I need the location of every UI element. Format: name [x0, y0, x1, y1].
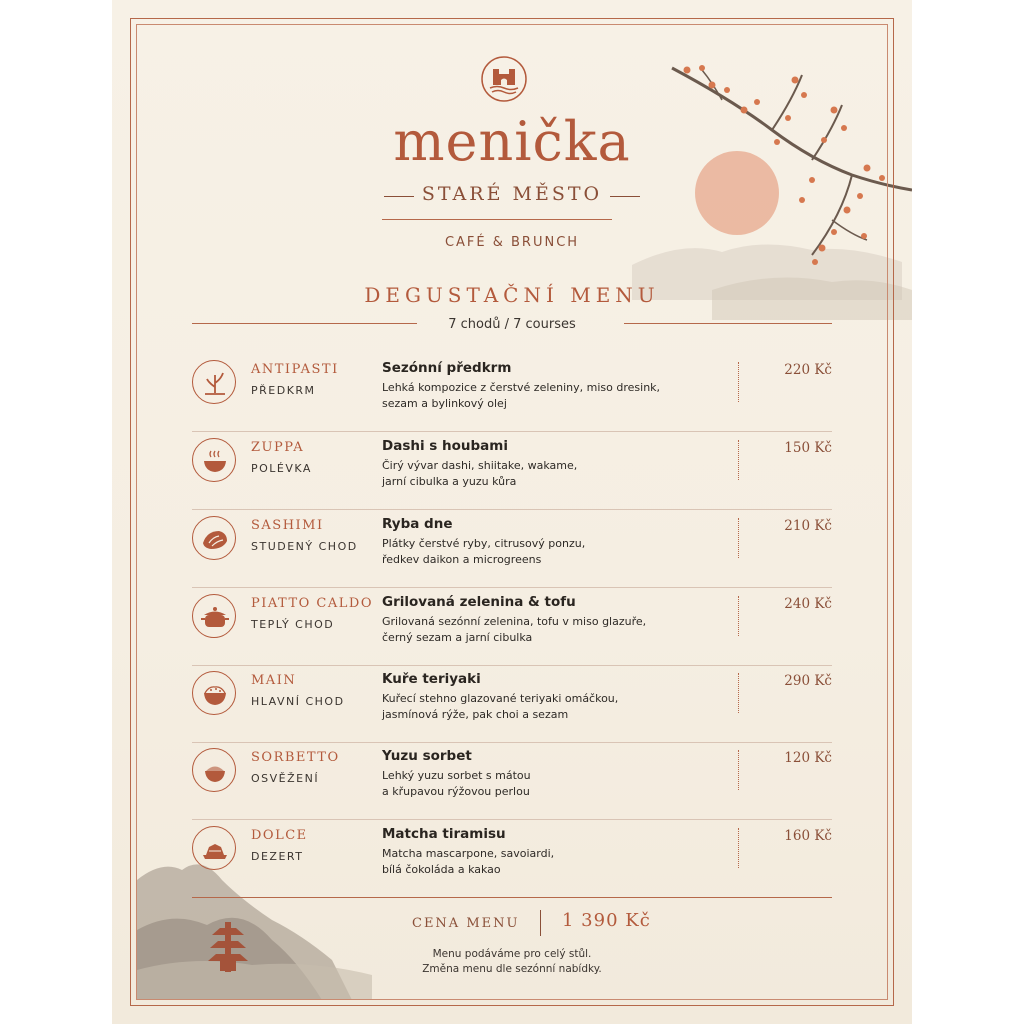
dish-name: Sezónní předkrm [382, 360, 512, 376]
cake-icon [192, 826, 236, 870]
price-divider [738, 596, 739, 636]
dish-name: Matcha tiramisu [382, 826, 506, 842]
dish-name: Dashi s houbami [382, 438, 508, 454]
row-divider [192, 587, 832, 588]
course-category-cz: STUDENÝ CHOD [251, 540, 358, 553]
pot-icon [192, 594, 236, 638]
price-divider [738, 750, 739, 790]
total-label: CENA MENU [412, 916, 520, 931]
row-divider [192, 819, 832, 820]
dish-price: 220 Kč [784, 362, 832, 378]
course-category-cz: POLÉVKA [251, 462, 312, 475]
castle-logo-icon [480, 55, 528, 103]
course-category: DOLCE [251, 828, 308, 843]
brand-name: menička [393, 110, 631, 173]
course-row [192, 356, 832, 432]
row-divider [192, 742, 832, 743]
footer-note-2: Změna menu dle sezónní nabídky. [422, 963, 602, 975]
course-category-cz: HLAVNÍ CHOD [251, 695, 345, 708]
subtitle-rule-right [624, 323, 832, 324]
dish-price: 240 Kč [784, 596, 832, 612]
sprout-icon [192, 360, 236, 404]
price-divider [738, 673, 739, 713]
dish-description: Lehký yuzu sorbet s mátou a křupavou rýžovou perlou [382, 769, 531, 798]
price-divider [738, 362, 739, 402]
brand-location: STARÉ MĚSTO [421, 183, 603, 205]
total-price: 1 390 Kč [562, 910, 651, 931]
rice-bowl-icon [192, 671, 236, 715]
course-category-cz: OSVĚŽENÍ [251, 772, 320, 785]
brand-tagline: CAFÉ & BRUNCH [444, 235, 580, 250]
dish-description: Plátky čerstvé ryby, citrusový ponzu, ředkev daikon a microgreens [382, 537, 586, 566]
total-divider [192, 897, 832, 898]
dish-price: 150 Kč [784, 440, 832, 456]
course-row [192, 434, 832, 510]
dish-name: Grilovaná zelenina & tofu [382, 594, 576, 610]
row-divider [192, 431, 832, 432]
course-row [192, 590, 832, 666]
footer-note-1: Menu podáváme pro celý stůl. [432, 948, 592, 960]
dish-description: Čirý vývar dashi, shiitake, wakame, jarní cibulka a yuzu kůra [382, 459, 578, 488]
soup-bowl-icon [192, 438, 236, 482]
course-category: ZUPPA [251, 440, 305, 455]
dish-description: Kuřecí stehno glazované teriyaki omáčkou, jasmínová rýže, pak choi a sezam [382, 692, 619, 721]
dish-name: Yuzu sorbet [382, 748, 472, 764]
location-rule-right [610, 196, 640, 197]
price-divider [738, 518, 739, 558]
price-divider [738, 828, 739, 868]
course-category-cz: TEPLÝ CHOD [251, 618, 335, 631]
course-row [192, 822, 832, 898]
dish-name: Kuře teriyaki [382, 671, 481, 687]
dish-price: 120 Kč [784, 750, 832, 766]
row-divider [192, 509, 832, 510]
course-row [192, 512, 832, 588]
course-category: PIATTO CALDO [251, 596, 373, 611]
dish-price: 290 Kč [784, 673, 832, 689]
fish-slice-icon [192, 516, 236, 560]
course-category-cz: PŘEDKRM [251, 384, 316, 397]
course-row [192, 667, 832, 743]
dish-description: Grilovaná sezónní zelenina, tofu v miso glazuře, černý sezam a jarní cibulka [382, 615, 647, 644]
course-category: SASHIMI [251, 518, 324, 533]
course-category: SORBETTO [251, 750, 340, 765]
course-category: MAIN [251, 673, 297, 688]
brand-divider [382, 219, 612, 220]
course-category: ANTIPASTI [251, 362, 339, 377]
row-divider [192, 665, 832, 666]
course-category-cz: DEZERT [251, 850, 304, 863]
menu-subtitle: 7 chodů / 7 courses [448, 317, 576, 332]
menu-card [112, 0, 912, 1024]
course-row [192, 744, 832, 820]
dessert-bowl-icon [192, 748, 236, 792]
dish-price: 210 Kč [784, 518, 832, 534]
dish-description: Matcha mascarpone, savoiardi, bílá čokoláda a kakao [382, 847, 555, 876]
menu-title: DEGUSTAČNÍ MENU [364, 283, 660, 307]
dish-price: 160 Kč [784, 828, 832, 844]
dish-name: Ryba dne [382, 516, 453, 532]
total-separator [540, 910, 541, 936]
price-divider [738, 440, 739, 480]
dish-description: Lehká kompozice z čerstvé zeleniny, miso dresink, sezam a bylinkový olej [382, 381, 661, 410]
